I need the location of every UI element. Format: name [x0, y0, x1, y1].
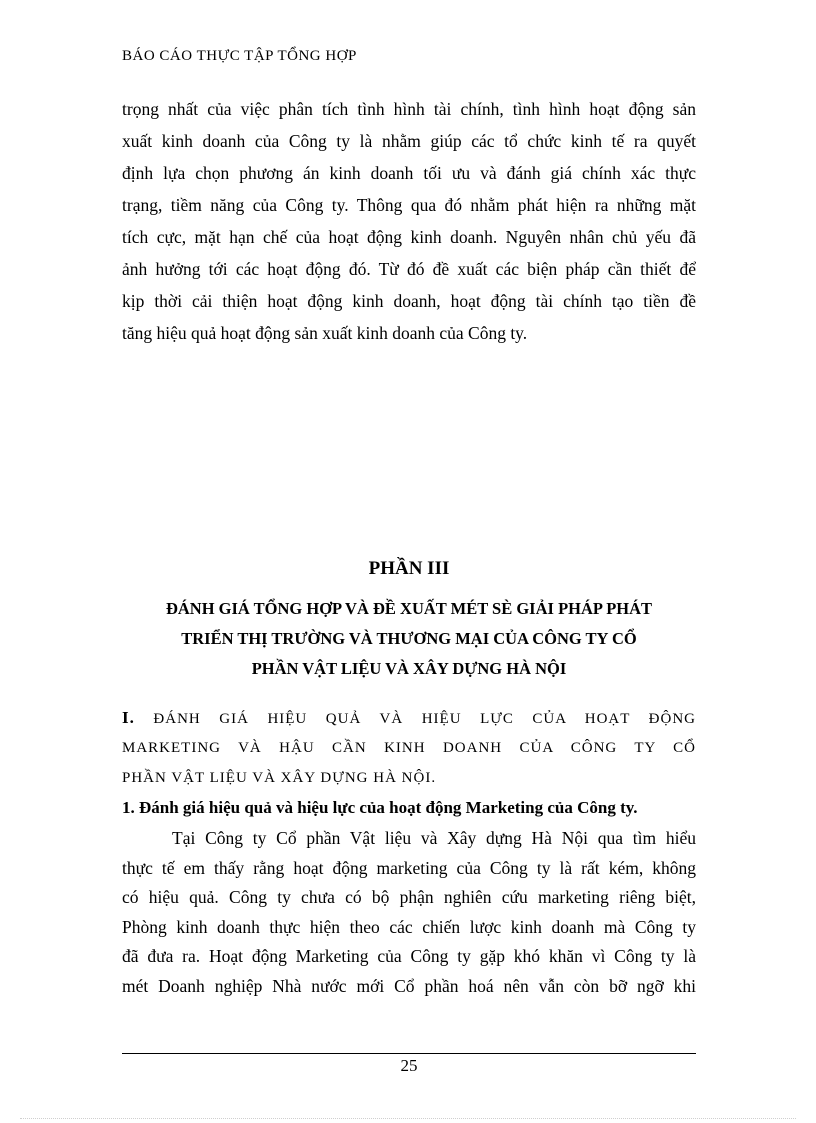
- section-heading-line: [122, 703, 696, 733]
- text-line: trọng nhất của việc phân tích tình hình tài chính, tình hình hoạt động sản: [122, 99, 696, 119]
- section-heading-text: ĐÁNH GIÁ HIỆU QUẢ VÀ HIỆU LỰC CỦA HOẠT ĐỘNG: [153, 711, 696, 727]
- section-i-heading: [122, 703, 696, 793]
- section-heading-line: MARKETING VÀ HẬU CẦN KINH DOANH CỦA CÔNG TY CỔ: [122, 740, 696, 756]
- text-line: thực tế em thấy rằng hoạt động marketing của Công ty là rất kém, không: [122, 857, 696, 878]
- part-title-line: TRIỂN THỊ TRƯỜNG VÀ THƯƠNG MẠI CỦA CÔNG TY CỔ: [181, 629, 637, 648]
- text-line: mét Doanh nghiệp Nhà nước mới Cổ phần hoá nên vẫn còn bỡ ngỡ khi: [122, 975, 696, 996]
- running-header: BÁO CÁO THỰC TẬP TỔNG HỢP: [122, 48, 357, 64]
- part-title-line: PHẦN VẬT LIỆU VÀ XÂY DỰNG HÀ NỘI: [251, 659, 567, 678]
- text-line: Phòng kinh doanh thực hiện theo các chiến lược kinh doanh mà Công ty: [122, 916, 696, 937]
- text-line: định lựa chọn phương án kinh doanh tối ưu và đánh giá chính xác thực: [122, 163, 696, 183]
- text-line: tăng hiệu quả hoạt động sản xuất kinh doanh của Công ty.: [122, 323, 528, 343]
- text-line: trạng, tiềm năng của Công ty. Thông qua đó nhằm phát hiện ra những mặt: [122, 195, 696, 215]
- footer-divider: [122, 1053, 696, 1054]
- text-line: tích cực, mặt hạn chế của hoạt động kinh doanh. Nguyên nhân chủ yếu đã: [122, 227, 696, 247]
- part-heading: PHẦN III: [368, 558, 450, 579]
- page-number: 25: [400, 1056, 418, 1075]
- part-title: [122, 594, 696, 684]
- section-number: I.: [122, 708, 135, 727]
- part-title-line: ĐÁNH GIÁ TỔNG HỢP VÀ ĐỀ XUẤT MÉT SÈ GIẢI PHÁP PHÁT: [165, 599, 653, 618]
- text-line: Tại Công ty Cổ phần Vật liệu và Xây dựng Hà Nội qua tìm hiểu: [172, 828, 696, 848]
- text-line: có hiệu quả. Công ty chưa có bộ phận nghiên cứu marketing riêng biệt,: [122, 887, 696, 907]
- text-line: kịp thời cải thiện hoạt động kinh doanh, hoạt động tài chính tạo tiền đề: [122, 291, 696, 311]
- paragraph-intro: [122, 93, 696, 349]
- page-edge-dots: [20, 1118, 796, 1119]
- text-line: ảnh hưởng tới các hoạt động đó. Từ đó đề xuất các biện pháp cần thiết để: [122, 259, 696, 279]
- subsection-heading: 1. Đánh giá hiệu quả và hiệu lực của hoạt động Marketing của Công ty.: [122, 798, 638, 817]
- text-line: xuất kinh doanh của Công ty là nhằm giúp các tổ chức kinh tế ra quyết: [122, 131, 696, 151]
- paragraph-marketing: [122, 824, 696, 1001]
- text-line: đã đưa ra. Hoạt động Marketing của Công ty gặp khó khăn vì Công ty là: [122, 946, 696, 966]
- section-heading-line: PHẦN VẬT LIỆU VÀ XÂY DỰNG HÀ NỘI.: [122, 770, 437, 786]
